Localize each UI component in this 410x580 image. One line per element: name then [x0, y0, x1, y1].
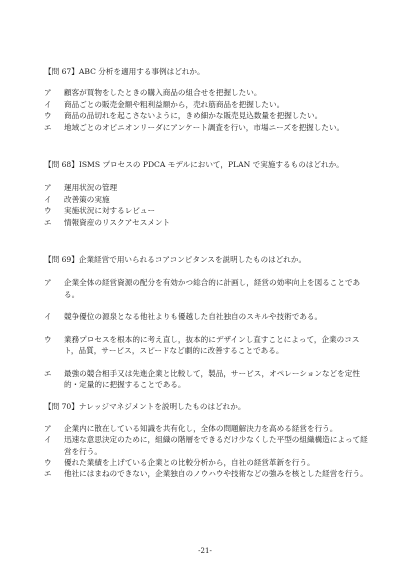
answer-option-a [44, 277, 370, 300]
answer-option-u [44, 110, 370, 121]
option-mark: イ [44, 194, 52, 204]
option-mark: ウ [44, 111, 52, 121]
answer-option-i [44, 99, 370, 110]
option-mark: ア [44, 423, 52, 433]
option-text: 競争優位の源泉となる他社よりも優越した自社独自のスキルや技術である。 [64, 312, 323, 322]
option-text: 運用状況の管理 [64, 183, 118, 193]
option-text: 実施状況に対するレビュー [64, 206, 156, 216]
option-mark: エ [44, 217, 52, 227]
option-text: 企業全体の経営資源の配分を有効かつ総合的に計画し，経営の効率向上を図ることである。 [64, 278, 361, 299]
answer-option-a [44, 182, 370, 193]
option-mark: エ [44, 122, 52, 132]
question-68 [44, 159, 370, 228]
question-title: 【問 69】企業経営で用いられるコアコンピタンスを説明したものはどれか。 [44, 255, 307, 265]
answer-option-i [44, 434, 370, 457]
question-title: 【問 70】ナレッジマネジメントを説明したものはどれか。 [44, 402, 246, 412]
option-text: 企業内に散在している知識を共有化し，全体の問題解決力を高める経営を行う。 [64, 423, 338, 433]
answer-option-i [44, 194, 370, 205]
option-text: 地域ごとのオピニオンリーダにアンケート調査を行い，市場ニーズを把握したい。 [64, 122, 345, 132]
option-text: 改善策の実施 [64, 194, 110, 204]
answer-option-i [44, 311, 370, 322]
answer-option-u [44, 205, 370, 216]
option-text: 迅速な意思決定のために，組織の階層をできるだけ少なくした平型の組織構造によって経営を行う。 [64, 435, 368, 456]
option-mark: ア [44, 278, 52, 288]
answer-option-u [44, 334, 370, 357]
option-mark: エ [44, 469, 52, 479]
option-text: 最強の競合相手又は先進企業と比較して，製品，サービス，オペレーションなどを定性的・定量的に把握することである。 [64, 368, 360, 389]
option-text: 他社にはまねのできない，企業独自のノウハウや技術などの強みを核とした経営を行う。 [64, 469, 368, 479]
question-69 [44, 254, 370, 390]
option-text: 顧客が買物をしたときの購入商品の組合せを把握したい。 [64, 88, 262, 98]
option-mark: ア [44, 88, 52, 98]
option-mark: ウ [44, 457, 52, 467]
option-mark: ア [44, 183, 52, 193]
answer-option-e [44, 122, 370, 133]
option-text: 商品ごとの販売金額や粗利益額から，売れ筋商品を把握したい。 [64, 99, 285, 109]
option-mark: イ [44, 99, 52, 109]
question-67 [44, 66, 370, 133]
question-70 [44, 401, 370, 479]
page-number: -21- [198, 547, 212, 555]
option-text: 業務プロセスを根本的に考え直し，抜本的にデザインし直すことによって，企業のコスト，品質，サービス，スピードなど劇的に改善することである。 [64, 334, 360, 356]
option-text: 商品の品切れを起こさないように，きめ細かな販売見込数量を把握したい。 [64, 111, 323, 121]
answer-option-e [44, 468, 370, 479]
question-title: 【問 68】ISMS プロセスの PDCA モデルにおいて，PLAN で実施するものはどれか。 [44, 160, 344, 170]
option-mark: エ [44, 368, 52, 378]
answer-option-e [44, 217, 370, 228]
answer-option-a [44, 423, 370, 434]
answer-option-a [44, 87, 370, 98]
option-mark: イ [44, 312, 52, 322]
option-text: 情報資産のリスクアセスメント [64, 217, 171, 227]
option-mark: ウ [44, 334, 52, 344]
option-mark: ウ [44, 206, 52, 216]
option-mark: イ [44, 435, 52, 445]
question-title: 【問 67】ABC 分析を適用する事例はどれか。 [44, 67, 205, 76]
answer-option-u [44, 457, 370, 468]
answer-option-e [44, 368, 370, 391]
option-text: 優れた業績を上げている企業との比較分析から，自社の経営革新を行う。 [64, 457, 315, 467]
